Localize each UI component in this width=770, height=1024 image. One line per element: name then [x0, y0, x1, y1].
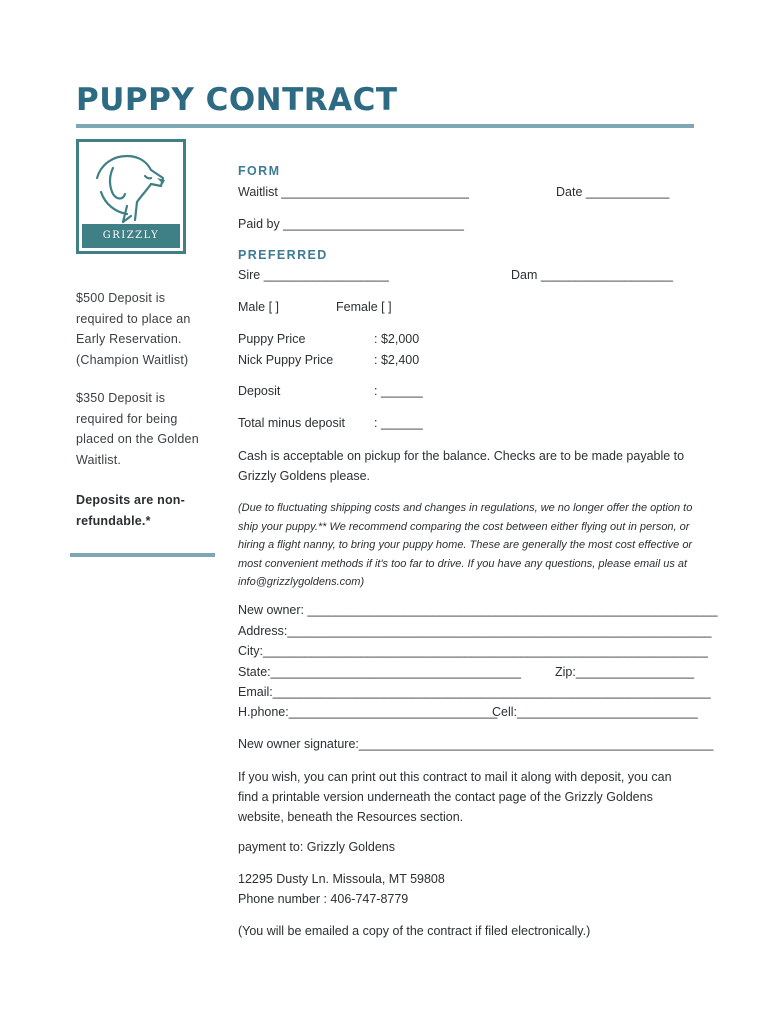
logo-text: GRIZZLY GOLDENS: [82, 224, 180, 248]
non-refundable-note: Deposits are non-refundable.*: [76, 493, 185, 528]
dam-field[interactable]: Dam ___________________: [511, 268, 673, 282]
deposit-350-note: $350 Deposit is required for being placed on the Golden Waitlist.: [76, 391, 199, 467]
new-owner-field[interactable]: New owner: ___________________________________________________________: [238, 603, 718, 617]
total-label: Total minus deposit: [238, 416, 346, 430]
signature-field[interactable]: New owner signature:___________________________________________________: [238, 737, 714, 751]
cell-field[interactable]: Cell:__________________________: [492, 705, 698, 719]
page-title: PUPPY CONTRACT: [76, 82, 398, 118]
female-checkbox[interactable]: Female [ ]: [336, 300, 392, 314]
total-field[interactable]: : ______: [374, 416, 423, 430]
phone-number: Phone number : 406-747-8779: [238, 892, 409, 906]
payment-to: payment to: Grizzly Goldens: [238, 840, 396, 854]
address-field[interactable]: Address:_____________________________________________________________: [238, 624, 712, 638]
home-phone-field[interactable]: H.phone:______________________________: [238, 705, 498, 719]
date-field[interactable]: Date ____________: [556, 185, 670, 199]
email-field[interactable]: Email:_______________________________________________________________: [238, 685, 711, 699]
puppy-price-label: Puppy Price: [238, 332, 306, 346]
nick-price-label: Nick Puppy Price: [238, 353, 334, 367]
deposit-500-note: $500 Deposit is required to place an Early Reservation. (Champion Waitlist): [76, 291, 191, 367]
print-note: If you wish, you can print out this contract to mail it along with deposit, you can find a printable version underneath the contact page of the Grizzly Goldens website, beneath the Resources section.: [238, 770, 672, 824]
male-checkbox[interactable]: Male [ ]: [238, 300, 279, 314]
puppy-price-value: : $2,000: [374, 332, 420, 346]
cash-note: Cash is acceptable on pickup for the balance. Checks are to be made payable to Grizzly Goldens please.: [238, 449, 685, 483]
dog-head-icon: [87, 148, 175, 228]
title-divider: [76, 124, 694, 128]
sire-field[interactable]: Sire __________________: [238, 268, 389, 282]
email-copy-note: (You will be emailed a copy of the contract if filed electronically.): [238, 924, 591, 938]
paid-by-field[interactable]: Paid by __________________________: [238, 217, 464, 231]
sidebar-divider: [70, 553, 215, 557]
city-field[interactable]: City:________________________________________________________________: [238, 644, 708, 658]
deposit-field[interactable]: : ______: [374, 384, 423, 398]
grizzly-goldens-logo: [76, 139, 186, 265]
waitlist-field[interactable]: Waitlist ___________________________: [238, 185, 469, 199]
shipping-note: (Due to fluctuating shipping costs and changes in regulations, we no longer offer the option to ship your puppy.** We recommend comparing the cost between either flying out in person, or hiring a flight nanny, to bring your puppy home. These are generally the most cost effective or most convenient methods if it's too far to drive. If you have any questions, please email us at info@grizzlygoldens.com): [238, 502, 693, 588]
deposit-label: Deposit: [238, 384, 281, 398]
state-field[interactable]: State:____________________________________: [238, 665, 521, 679]
preferred-heading: PREFERRED: [238, 248, 328, 262]
nick-price-value: : $2,400: [374, 353, 420, 367]
zip-field[interactable]: Zip:_________________: [555, 665, 695, 679]
form-heading: FORM: [238, 164, 281, 178]
mailing-address: 12295 Dusty Ln. Missoula, MT 59808: [238, 872, 445, 886]
